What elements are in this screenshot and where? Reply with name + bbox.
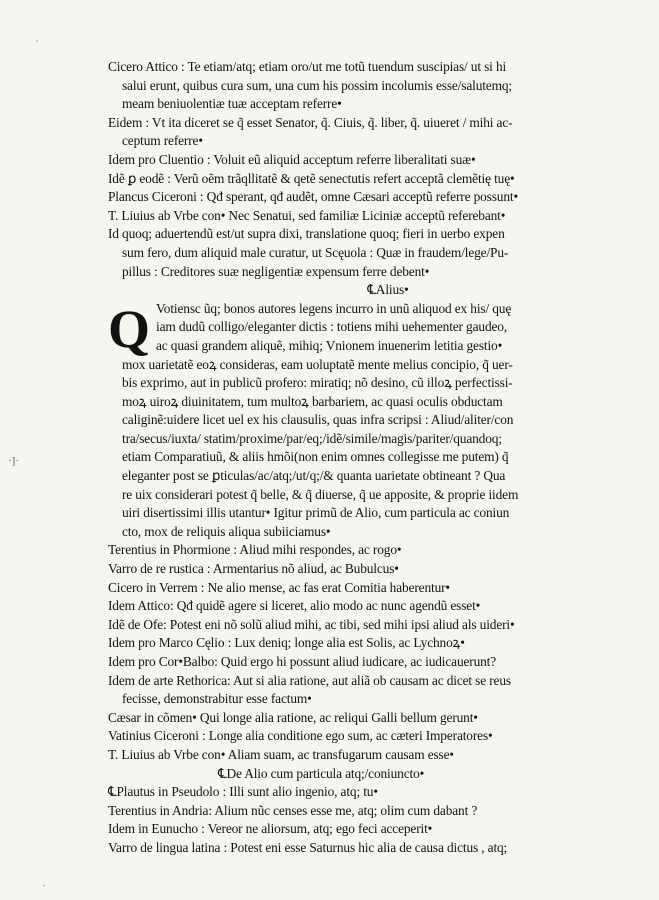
text-line: uiri disertissimi illis utantur• Igitur primũ de Alio, cum particula ac coniun	[122, 505, 510, 521]
text-line: bis exprimo, aut in publicũ profero: miratiq; nõ desino, cũ illoꝝ perfectissi-	[122, 375, 513, 391]
text-line: meam beniuolentiæ tuæ acceptam referre•	[122, 96, 342, 112]
text-line: eleganter post se ꝑticulas/ac/atq;/ut/q;/& quanta uarietate obtineant ? Qua	[122, 468, 506, 484]
section-heading-alius: ℄Alius•	[367, 282, 409, 298]
text-line: Votiensc ũq; bonos autores legens incurro in unũ aliquod ex his/ quę	[156, 300, 512, 316]
text-line: iam dudũ colligo/eleganter dictis : totiens mihi uehementer gaudeo,	[156, 319, 508, 335]
text-line: tra/secus/iuxta/ statim/proxime/par/eq;/idẽ/simile/magis/pariter/quandoq;	[122, 430, 502, 446]
text-line: Idem pro Marco Cęlio : Lux deniq; longe alia est Solis, ac Lychnoꝝ•	[108, 635, 465, 651]
text-line: Eidem : Vt ita diceret se q̃ esset Senator, q̃. Ciuis, q̃. liber, q̃. uiueret / mihi ac-	[108, 114, 513, 130]
text-line: Plancus Ciceroni : Qđ sperant, qđ audẽt, omne Cæsari acceptũ referre possunt•	[108, 189, 518, 205]
margin-mark-top: '	[36, 38, 38, 50]
margin-mark-bottom: ·	[42, 880, 46, 892]
text-line: Varro de lingua latina : Potest eni esse Saturnus hic alia de causa dictus , atq;	[108, 839, 508, 855]
text-line: Cæsar in cõmen• Qui longe alia ratione, ac reliqui Galli bellum gerunt•	[108, 709, 478, 725]
text-line: moꝝ uiroꝝ diuinitatem, tum multoꝝ barbariem, ac quasi oculis obductam	[122, 393, 503, 409]
text-line: Idem in Eunucho : Vereor ne aliorsum, atq; ego feci acceperit•	[108, 821, 433, 837]
text-line: Idẽ ꝑ eodẽ : Verũ oẽm trãqllitatẽ & qetẽ senectutis refert acceptã clemẽtię tuę•	[108, 170, 515, 186]
page-text	[108, 58, 608, 858]
paragraph-with-dropcap	[108, 300, 608, 542]
text-line: Varro de re rustica : Armentarius nõ aliud, ac Bubulcus•	[108, 561, 399, 577]
text-line: ac quasi grandem aliquẽ, mihiq; Vnionem inuenerim letitia gestio•	[156, 337, 503, 353]
text-line: Vatinius Ciceroni : Longe alia conditione ego sum, ac cæteri Imperatores•	[108, 728, 493, 744]
text-line: re uix considerari potest q̃ belle, & q̃ diuerse, q̃ ue apposite, & proprie iidem	[122, 486, 519, 502]
text-line: T. Liuius ab Vrbe con• Nec Senatui, sed familiæ Liciniæ acceptũ referebant•	[108, 207, 506, 223]
text-line: ℄Plautus in Pseudolo : Illi sunt alio ingenio, atq; tu•	[108, 784, 378, 800]
text-line: Idem pro Cor•Balbo: Quid ergo hi possunt aliud iudicare, ac iudicauerunt?	[108, 654, 497, 669]
text-line: fecisse, demonstrabitur esse factum•	[122, 691, 312, 707]
text-line: pillus : Creditores suæ negligentiæ expensum ferre debent•	[122, 263, 430, 279]
text-line: ceptum referre•	[122, 133, 203, 149]
section-heading-de-alio: ℄De Alio cum particula atq;/coniuncto•	[218, 765, 425, 781]
text-line: caliginẽ:uidere licet uel ex his clausulis, quas infra scripsi : Aliud/aliter/con	[122, 412, 514, 428]
text-line: Idem de arte Rethorica: Aut si alia ratione, aut aliã ob causam ac dicet se reus	[108, 672, 511, 688]
drop-cap: Q	[108, 298, 150, 359]
text-line: Terentius in Phormione : Aliud mihi respondes, ac rogo•	[108, 542, 402, 558]
text-line: mox uarietatẽ eoꝝ consideras, eam uoluptatẽ mente melius concipio, q̃ uer-	[122, 356, 513, 372]
text-line: cto, mox de reliquis aliqua subiiciamus•	[122, 523, 331, 539]
text-line: Idem Attico: Qđ quidẽ agere si liceret, alio modo ac nunc agendũ esset•	[108, 598, 481, 614]
text-line: Cicero in Verrem : Ne alio mense, ac fas erat Comitia haberentur•	[108, 579, 450, 595]
text-line: Cicero Attico : Te etiam/atq; etiam oro/ut me totũ tuendum suscipias/ ut si hi	[108, 59, 507, 74]
text-line: sum fero, dum aliquid male curatur, ut Scęuola : Quæ in fraudem/lege/Pu-	[122, 244, 509, 260]
text-line: Idem pro Cluentio : Voluit eũ aliquid acceptum referre liberalitati suæ•	[108, 151, 476, 167]
text-line: Id quoq; aduertendũ est/ut supra dixi, translatione quoq; fieri in uerbo expen	[108, 226, 505, 242]
text-line: T. Liuius ab Vrbe con• Aliam suam, ac transfugarum causam esse•	[108, 746, 454, 762]
text-line: salui erunt, quibus cura sum, una cum his possim incolumis esse/salutemq;	[122, 77, 512, 93]
margin-mark-left: ·]·	[8, 455, 19, 467]
text-line: Terentius in Andria: Alium nũc censes esse me, atq; olim cum dabant ?	[108, 802, 478, 818]
text-line: etiam Comparatiuũ, & aliis hmõi(non enim omnes collegisse me putem) q̃	[122, 449, 509, 465]
text-line: Idẽ de Ofe: Potest eni nõ solũ aliud mihi, ac tibi, sed mihi ipsi aliud als uideri•	[108, 616, 515, 632]
